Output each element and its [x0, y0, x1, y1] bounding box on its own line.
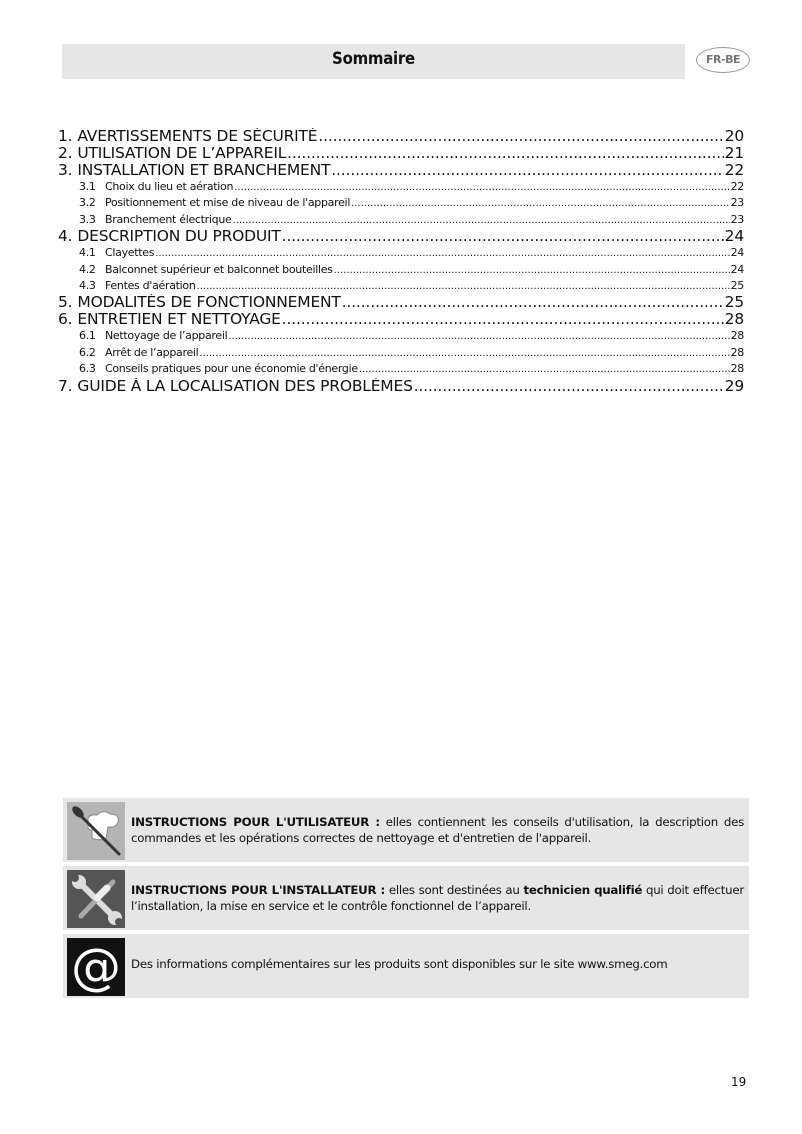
toc-number: 3.1: [79, 180, 96, 193]
toc-number: 3.2: [79, 196, 96, 210]
toc-label: GUIDE À LA LOCALISATION DES PROBLÈMES: [77, 377, 413, 395]
toc-section[interactable]: [58, 294, 744, 311]
toc-label: Arrêt de l’appareil: [105, 345, 199, 359]
toc-leader-dots: [334, 262, 730, 278]
info-body-user: elles contiennent les conseils d'utilisation, la description des commandes et les opérations correctes de nettoyage et d'entretien de l'appareil.: [131, 815, 744, 845]
toc-number: 6.1: [79, 329, 96, 343]
toc-label: AVERTISSEMENTS DE SÉCURITÉ: [77, 128, 318, 145]
toc-label: Choix du lieu et aération: [105, 180, 234, 193]
toc-leader-dots: [197, 278, 730, 294]
toc-page-number: 24: [724, 228, 744, 246]
toc-section[interactable]: [58, 128, 744, 145]
toc-subsection[interactable]: [58, 345, 744, 361]
info-emphasis-technician: technicien qualifié: [523, 883, 643, 897]
toc-label: DESCRIPTION DU PRODUIT: [77, 228, 281, 246]
toc-subsection[interactable]: [58, 195, 744, 211]
toc-leader-dots: [228, 328, 729, 344]
toc-label: Nettoyage de l’appareil: [105, 329, 228, 343]
toc-label: INSTALLATION ET BRANCHEMENT: [77, 162, 331, 179]
toc-number: 3.: [58, 162, 73, 179]
toc-leader-dots: [287, 145, 724, 162]
info-text-website: Des informations complémentaires sur les produits sont disponibles sur le site www.smeg.com: [131, 957, 668, 971]
info-text-user: [131, 814, 744, 846]
toc-page-number: 21: [724, 145, 744, 162]
toc-number: 4.3: [79, 278, 96, 292]
toc-page-number: 23: [730, 196, 744, 210]
info-text-installer: [131, 882, 744, 914]
info-body-installer-2: qui doit effectuer l’installation, la mise en service et le contrôle fonctionnel de l’appareil.: [131, 883, 744, 913]
toc-number: 6.2: [79, 345, 96, 359]
toc-subsection[interactable]: [58, 245, 744, 261]
toc-section[interactable]: [58, 311, 744, 328]
info-box-website: [63, 934, 749, 998]
toc-leader-dots: [359, 361, 730, 377]
toc-number: 3.3: [79, 212, 96, 226]
toc-label: Balconnet supérieur et balconnet bouteilles: [105, 262, 333, 276]
header-bar: [62, 44, 685, 79]
info-heading-installer: INSTRUCTIONS POUR L'INSTALLATEUR :: [131, 883, 385, 897]
toc-subsection[interactable]: [58, 278, 744, 294]
toc-label: Fentes d'aération: [105, 278, 196, 292]
toc-leader-dots: [234, 179, 729, 195]
table-of-contents: [58, 128, 744, 395]
toc-leader-dots: [282, 228, 724, 245]
toc-label: Conseils pratiques pour une économie d'énergie: [105, 362, 358, 376]
toc-leader-dots: [155, 245, 729, 261]
toc-label: UTILISATION DE L’APPAREIL: [77, 145, 287, 162]
info-box-installer-instructions: [63, 866, 749, 930]
page-number: 19: [731, 1075, 747, 1089]
info-box-user-instructions: [63, 798, 749, 862]
toc-page-number: 24: [730, 246, 744, 260]
wrench-screwdriver-icon: [67, 870, 125, 928]
toc-leader-dots: [282, 311, 724, 328]
toc-page-number: 22: [724, 162, 744, 179]
toc-label: MODALITÉS DE FONCTIONNEMENT: [77, 294, 341, 312]
toc-page-number: 29: [724, 377, 744, 395]
at-sign-icon: @: [67, 938, 125, 996]
toc-number: 6.3: [79, 362, 96, 376]
toc-label: Branchement électrique: [105, 212, 232, 226]
toc-page-number: 28: [730, 362, 744, 376]
toc-number: 5.: [58, 294, 73, 312]
page-title: Sommaire: [332, 49, 415, 69]
toc-number: 4.1: [79, 246, 96, 260]
toc-section[interactable]: [58, 145, 744, 162]
toc-subsection[interactable]: [58, 361, 744, 377]
toc-leader-dots: [414, 378, 724, 395]
toc-page-number: 25: [724, 294, 744, 312]
toc-number: 4.: [58, 228, 73, 246]
toc-number: 1.: [58, 128, 73, 145]
toc-label: Clayettes: [105, 246, 155, 260]
toc-number: 2.: [58, 145, 73, 162]
toc-leader-dots: [233, 212, 730, 228]
toc-label: ENTRETIEN ET NETTOYAGE: [77, 311, 281, 329]
toc-leader-dots: [199, 345, 729, 361]
toc-page-number: 25: [730, 278, 744, 292]
toc-page-number: 28: [730, 329, 744, 343]
toc-leader-dots: [351, 195, 730, 211]
toc-page-number: 28: [724, 311, 744, 329]
toc-subsection[interactable]: [58, 179, 744, 195]
info-body-installer-1: elles sont destinées au: [385, 883, 524, 897]
language-badge: FR-BE: [696, 47, 750, 73]
toc-page-number: 20: [724, 128, 744, 145]
spoon-chef-hat-icon: [67, 802, 125, 860]
toc-page-number: 24: [730, 262, 744, 276]
toc-page-number: 23: [730, 212, 744, 226]
toc-subsection[interactable]: [58, 212, 744, 228]
toc-number: 6.: [58, 311, 73, 329]
toc-leader-dots: [318, 128, 723, 145]
toc-label: Positionnement et mise de niveau de l'appareil: [105, 196, 351, 210]
toc-leader-dots: [331, 162, 723, 179]
toc-leader-dots: [342, 294, 724, 311]
toc-section[interactable]: [58, 162, 744, 179]
toc-subsection[interactable]: [58, 328, 744, 344]
toc-subsection[interactable]: [58, 262, 744, 278]
toc-page-number: 28: [730, 345, 744, 359]
toc-section[interactable]: [58, 378, 744, 395]
toc-page-number: 22: [730, 180, 744, 193]
toc-section[interactable]: [58, 228, 744, 245]
info-heading-user: INSTRUCTIONS POUR L'UTILISATEUR :: [131, 815, 380, 829]
toc-number: 4.2: [79, 262, 96, 276]
toc-number: 7.: [58, 377, 73, 395]
